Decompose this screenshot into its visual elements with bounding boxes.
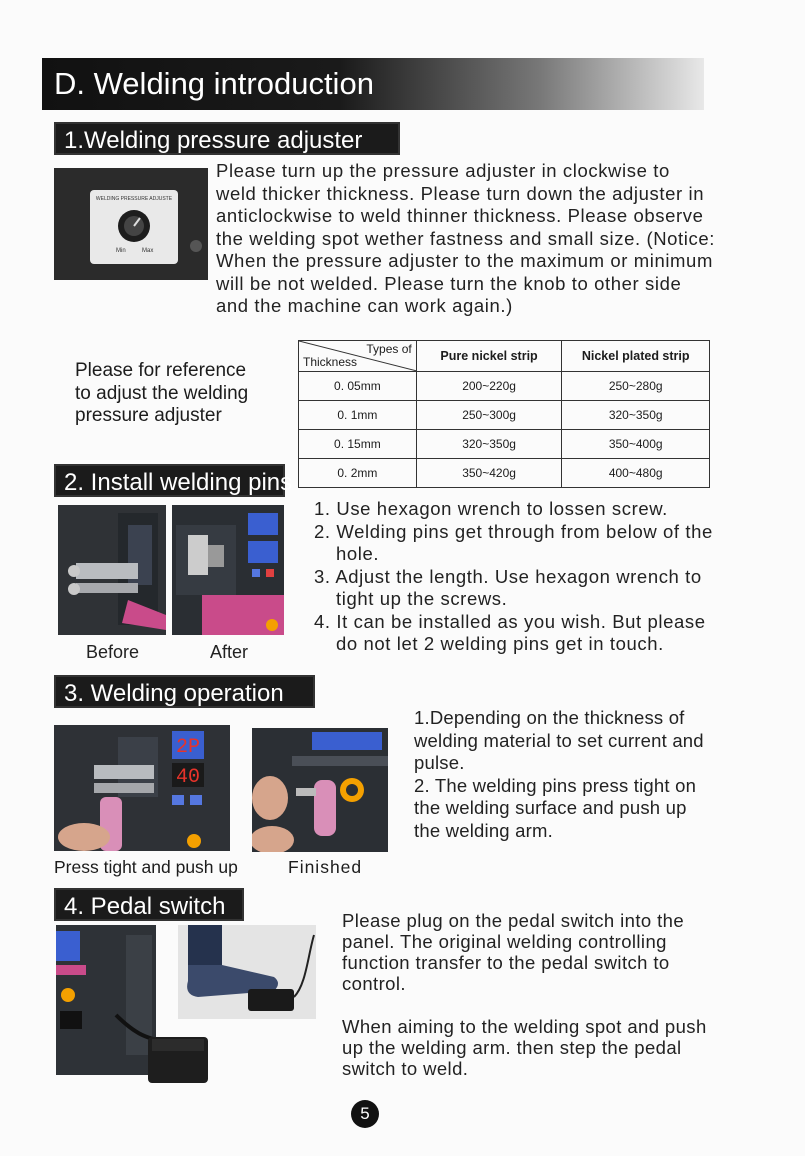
table-cell-pure: 350~420g — [416, 459, 562, 488]
table-corner-bottom: Thickness — [303, 355, 358, 369]
table-row — [299, 372, 710, 401]
caption-finished: Finished — [288, 857, 363, 877]
table-cell-thickness: 0. 1mm — [299, 401, 417, 430]
section-heading-pedal-switch: 4. Pedal switch — [54, 888, 244, 921]
foot-on-pedal-photo — [178, 925, 316, 1019]
display-top-readout: 2P — [175, 736, 201, 759]
pedal-switch-paragraph-2: When aiming to the welding spot and push up the welding arm. then step the pedal switch to weld. — [342, 1016, 707, 1079]
press-tight-photo — [54, 725, 230, 851]
table-cell-thickness: 0. 2mm — [299, 459, 417, 488]
dial-min-label: Min — [116, 248, 126, 254]
table-row — [299, 401, 710, 430]
install-steps-list — [314, 498, 714, 656]
finished-photo — [252, 728, 388, 852]
pedal-switch-paragraph-1: Please plug on the pedal switch into the panel. The original welding controlling function transfer to the pedal switch to control. — [342, 910, 685, 994]
table-header-row — [299, 341, 710, 372]
page-number: 5 — [351, 1100, 379, 1128]
table-cell-plated: 250~280g — [562, 372, 710, 401]
table-cell-thickness: 0. 05mm — [299, 372, 417, 401]
pins-before-photo — [58, 505, 166, 635]
section-heading-welding-operation: 3. Welding operation — [54, 675, 315, 708]
dial-max-label: Max — [142, 248, 154, 254]
table-col-nickel-plated: Nickel plated strip — [562, 341, 710, 372]
dial-label: WELDING PRESSURE ADJUSTE — [95, 196, 173, 202]
pressure-adjuster-photo — [54, 168, 208, 280]
install-step-2: 2. Welding pins get through from below of the hole. — [314, 520, 713, 564]
table-corner-cell — [299, 341, 417, 372]
table-col-pure-nickel: Pure nickel strip — [416, 341, 562, 372]
table-cell-plated: 350~400g — [562, 430, 710, 459]
caption-press-tight: Press tight and push up — [54, 857, 238, 877]
table-cell-pure: 250~300g — [416, 401, 562, 430]
pins-after-photo — [172, 505, 284, 635]
pedal-switch-text — [342, 910, 712, 1079]
pressure-adjuster-paragraph: Please turn up the pressure adjuster in clockwise to weld thicker thickness. Please turn down the adjuster in anticlockwise to weld thinner thickness. Please observe the welding spot wether fastness and small size. (Notice: When the pressure adjuster to the maximum or minimum will be not welded. Please turn the knob to other side and the machine can work again.) — [216, 160, 715, 316]
caption-after: After — [210, 642, 249, 662]
display-bottom-readout: 40 — [175, 766, 201, 789]
install-step-1: 1. Use hexagon wrench to lossen screw. — [314, 498, 668, 519]
install-step-3: 3. Adjust the length. Use hexagon wrench to tight up the screws. — [314, 565, 702, 609]
reference-note: Please for reference to adjust the welding pressure adjuster — [75, 360, 249, 426]
table-row — [299, 459, 710, 488]
table-corner-top: Types of — [366, 342, 412, 356]
page-title: D. Welding introduction — [42, 58, 704, 110]
caption-before: Before — [86, 642, 140, 662]
section-heading-pressure-adjuster: 1.Welding pressure adjuster — [54, 122, 400, 155]
section-heading-install-pins: 2. Install welding pins — [54, 464, 285, 497]
welding-operation-step-2: 2. The welding pins press tight on the welding surface and push up the welding arm. — [414, 774, 697, 841]
table-cell-pure: 320~350g — [416, 430, 562, 459]
welding-operation-step-1: 1.Depending on the thickness of welding material to set current and pulse. — [414, 707, 704, 773]
welding-operation-text — [414, 707, 714, 842]
table-row — [299, 430, 710, 459]
pressure-reference-table — [298, 340, 710, 488]
table-cell-thickness: 0. 15mm — [299, 430, 417, 459]
install-step-4: 4. It can be installed as you wish. But please do not let 2 welding pins get in touch. — [314, 610, 706, 654]
table-cell-plated: 320~350g — [562, 401, 710, 430]
table-cell-pure: 200~220g — [416, 372, 562, 401]
table-cell-plated: 400~480g — [562, 459, 710, 488]
